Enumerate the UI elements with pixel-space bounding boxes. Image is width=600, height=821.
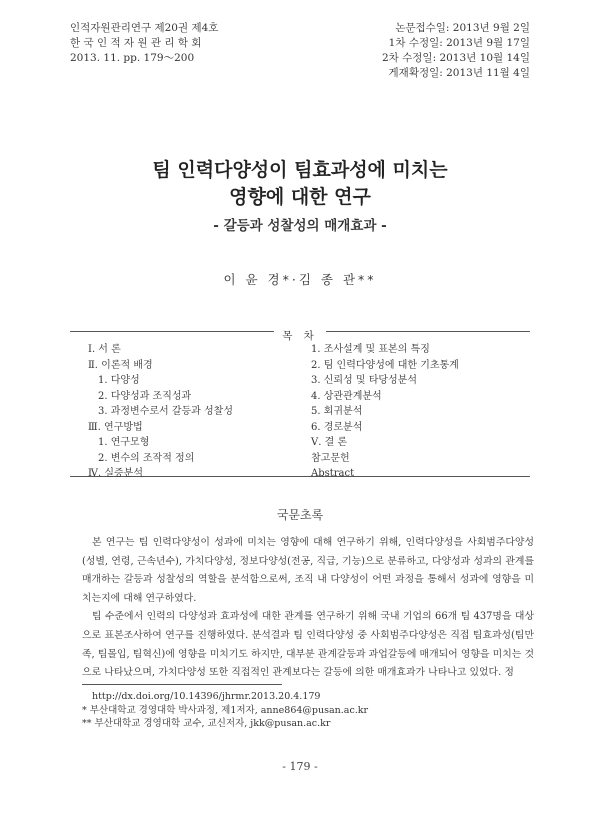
- toc-item: 참고문헌: [311, 452, 350, 464]
- footnote-rule: [82, 684, 282, 685]
- journal-name: 인적자원관리연구 제20권 제4호: [70, 22, 219, 34]
- title-line-1: 팀 인력다양성이 팀효과성에 미치는: [152, 159, 448, 181]
- toc-item: 3. 신뢰성 및 타당성분석: [311, 375, 418, 386]
- footnote-author-1: * 부산대학교 경영대학 박사과정, 제1저자, anne864@pusan.ac.kr: [82, 704, 369, 716]
- page-number: - 179 -: [282, 760, 318, 773]
- journal-info: [70, 21, 218, 66]
- toc-item: 1. 조사설계 및 표본의 특징: [311, 344, 430, 355]
- toc-title: 목 차: [274, 330, 326, 342]
- toc-item: 2. 다양성과 조직성과: [98, 390, 192, 402]
- abstract-body: [82, 534, 534, 683]
- paper-subtitle: - 갈등과 성찰성의 매개효과 -: [213, 218, 387, 234]
- society-name: 한 국 인 적 자 원 관 리 학 회: [70, 37, 202, 49]
- toc-item: 3. 과정변수로서 갈등과 성찰성: [98, 406, 233, 417]
- toc-left-column: [88, 342, 233, 482]
- abstract-paragraph-1: 본 연구는 팀 인력다양성이 성과에 미치는 영향에 대해 연구하기 위해, 인력다양성을 사회범주다양성(성별, 연령, 근속년수), 가치다양성, 정보다양성(전공, 직급, 기능)으로 분류하고, 다양성과 성과의 관계를 매개하는 갈등과 성찰성의 역할을 분석함으로써, 조직 내 다양성이 어떤 과정을 통해서 성과에 영향을 미치는지에 대해 연구하였다.: [82, 537, 534, 604]
- toc-item: 1. 연구모형: [98, 437, 150, 448]
- accepted-date: 게재확정일: 2013년 11월 4일: [388, 67, 530, 79]
- issue-pages: 2013. 11. pp. 179～200: [70, 52, 195, 64]
- revised-date-2: 2차 수정일: 2013년 10월 14일: [381, 52, 530, 64]
- submission-dates: [382, 21, 530, 81]
- toc-item: 5. 회귀분석: [311, 406, 363, 417]
- toc-item: 6. 경로분석: [311, 421, 363, 433]
- toc-item: 2. 팀 인력다양성에 대한 기초통계: [311, 359, 459, 371]
- title-line-2: 영향에 대한 연구: [229, 186, 371, 208]
- toc-item: Ⅰ. 서 론: [88, 344, 121, 355]
- toc-item: Ⅳ. 실증분석: [88, 468, 143, 479]
- toc-item: Ⅴ. 결 론: [311, 437, 348, 448]
- doi-link[interactable]: http://dx.doi.org/10.14396/jhrmr.2013.20.4.179: [92, 691, 321, 702]
- toc-item: Abstract: [311, 468, 355, 479]
- received-date: 논문접수일: 2013년 9월 2일: [395, 22, 530, 34]
- toc-right-column: [311, 342, 459, 482]
- abstract-paragraph-2: 팀 수준에서 인력의 다양성과 효과성에 대한 관계를 연구하기 위해 국내 기업의 66개 팀 437명을 대상으로 표본조사하여 연구를 진행하였다. 분석결과 팀 인력다양성 중 사회범주다양성은 직접 팀효과성(팀만족, 팀몰입, 팀혁신)에 영향을 미치기도 하지만, 대부분 관계갈등과 과업갈등에 매개되어 영향을 미치는 것으로 나타났으며, 가치다양성 또한 직접적인 관계보다는 갈등에 의한 매개효과가 나타나고 있었다. 정: [82, 611, 534, 679]
- table-of-contents: [70, 331, 530, 477]
- abstract-heading: 국문초록: [276, 508, 324, 522]
- toc-item: 2. 변수의 조작적 정의: [98, 452, 195, 464]
- author-line: 이 윤 경*·김 종 관**: [223, 272, 377, 287]
- toc-item: 4. 상관관계분석: [311, 390, 382, 402]
- footnote-author-2: ** 부산대학교 경영대학 교수, 교신저자, jkk@pusan.ac.kr: [82, 718, 331, 729]
- toc-item: Ⅱ. 이론적 배경: [88, 359, 153, 371]
- toc-item: Ⅲ. 연구방법: [88, 421, 143, 433]
- paper-title: [0, 157, 600, 211]
- footnotes: [82, 690, 368, 731]
- revised-date-1: 1차 수정일: 2013년 9월 17일: [388, 37, 530, 49]
- toc-item: 1. 다양성: [98, 375, 140, 386]
